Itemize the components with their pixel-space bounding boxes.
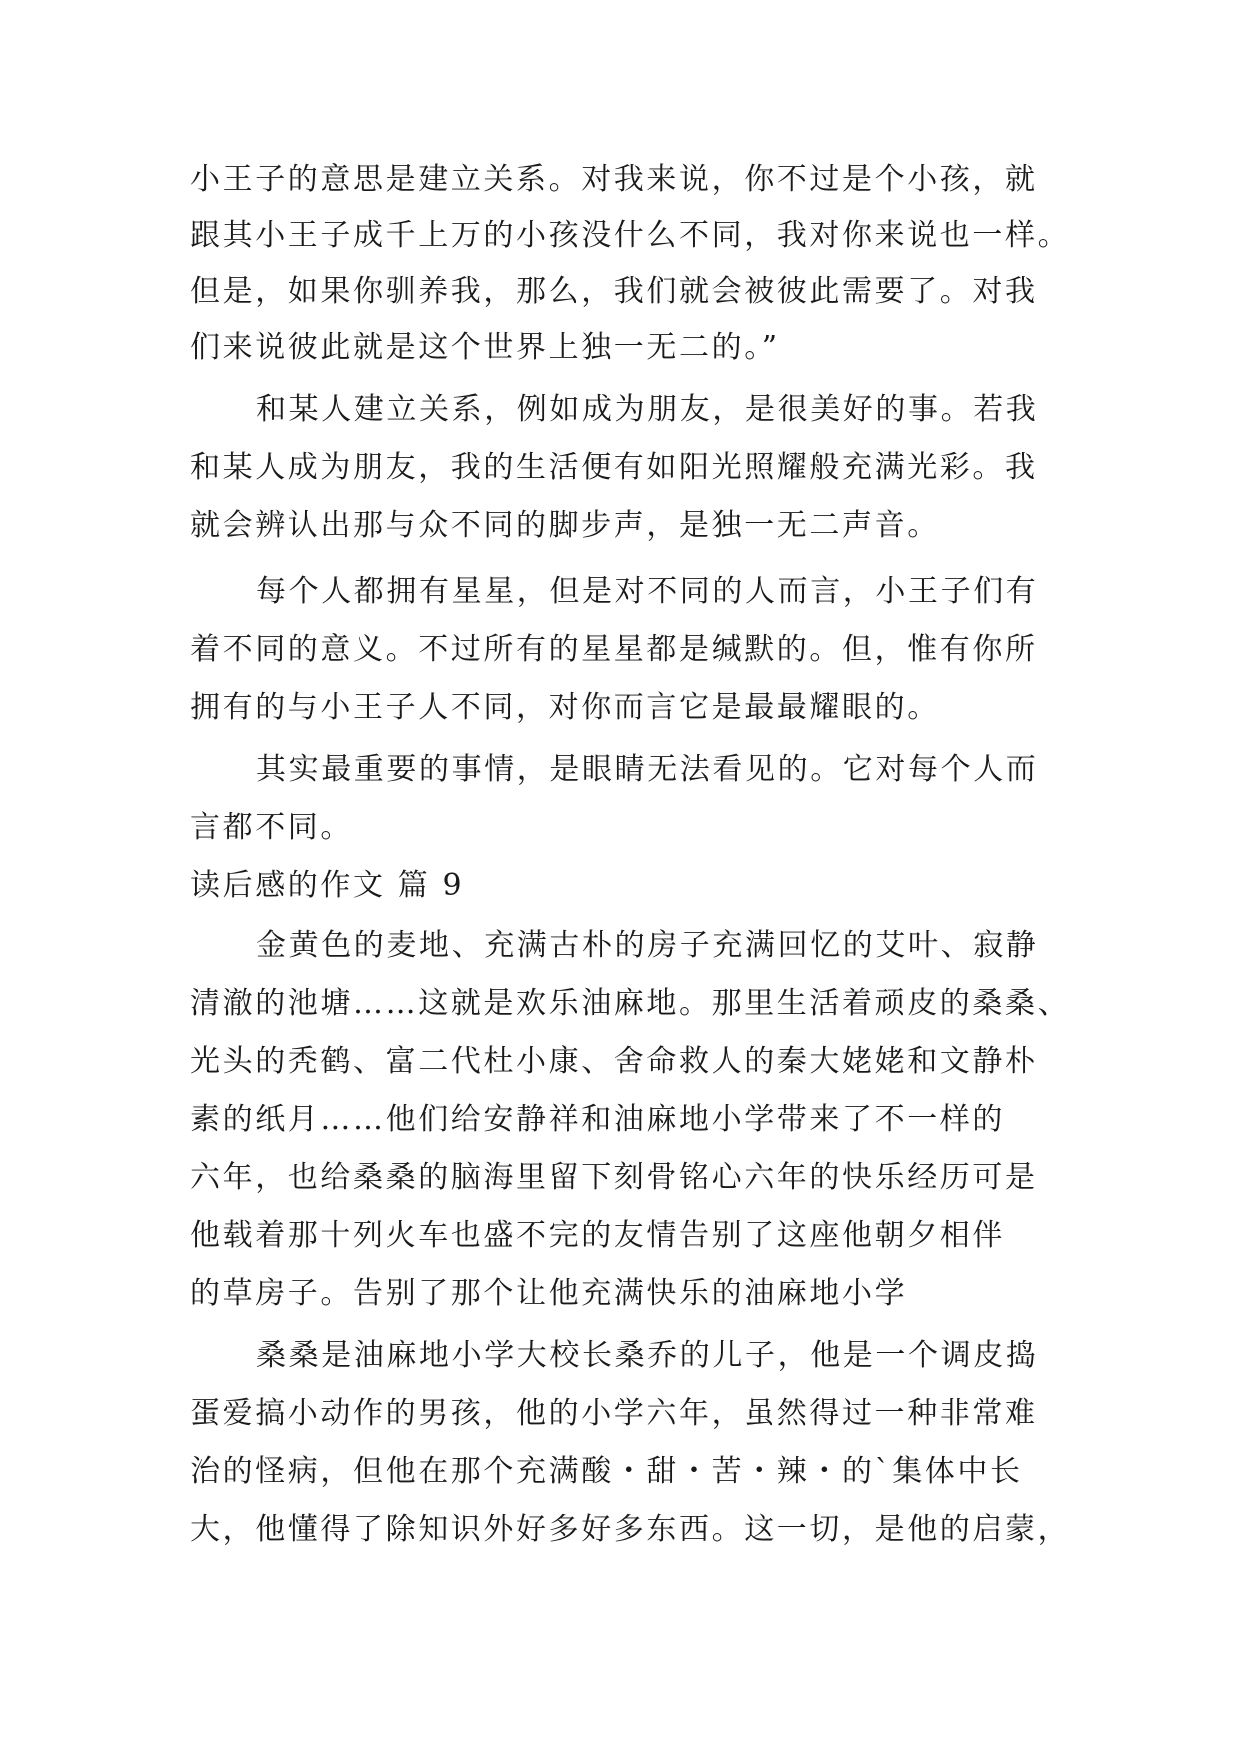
- text-line: 拥有的与小王子人不同，对你而言它是最最耀眼的。: [190, 690, 940, 725]
- text-line: 就会辨认出那与众不同的脚步声，是独一无二声音。: [190, 508, 940, 543]
- text-line: 大，他懂得了除知识外好多好多东西。这一切，是他的启蒙，: [190, 1512, 1071, 1547]
- text-line: 清澈的池塘……这就是欢乐油麻地。那里生活着顽皮的桑桑、: [190, 986, 1071, 1021]
- paragraph-first-line: 每个人都拥有星星，但是对不同的人而言，小王子们有: [256, 574, 1039, 609]
- section-heading: 读后感的作文 篇 9: [190, 868, 465, 903]
- paragraph-first-line: 其实最重要的事情，是眼睛无法看见的。它对每个人而: [256, 752, 1039, 787]
- text-line: 六年，也给桑桑的脑海里留下刻骨铭心六年的快乐经历可是: [190, 1160, 1038, 1195]
- paragraph-first-line: 桑桑是油麻地小学大校长桑乔的儿子，他是一个调皮捣: [256, 1338, 1039, 1373]
- text-line: 言都不同。: [190, 810, 353, 845]
- text-line: 跟其小王子成千上万的小孩没什么不同，我对你来说也一样。: [190, 218, 1071, 253]
- text-line: 素的纸月……他们给安静祥和油麻地小学带来了不一样的: [190, 1102, 1005, 1137]
- text-line: 他载着那十列火车也盛不完的友情告别了这座他朝夕相伴: [190, 1218, 1005, 1253]
- text-line: 的草房子。告别了那个让他充满快乐的油麻地小学: [190, 1276, 908, 1311]
- text-line: 着不同的意义。不过所有的星星都是缄默的。但，惟有你所: [190, 632, 1038, 667]
- text-line: 们来说彼此就是这个世界上独一无二的。”: [190, 330, 780, 365]
- paragraph-first-line: 和某人建立关系，例如成为朋友，是很美好的事。若我: [256, 392, 1039, 427]
- text-line: 蛋爱搞小动作的男孩，他的小学六年，虽然得过一种非常难: [190, 1396, 1038, 1431]
- text-line: 小王子的意思是建立关系。对我来说，你不过是个小孩，就: [190, 162, 1038, 197]
- text-line: 但是，如果你驯养我，那么，我们就会被彼此需要了。对我: [190, 274, 1038, 309]
- text-line: 治的怪病，但他在那个充满酸・甜・苦・辣・的`集体中长: [190, 1454, 1023, 1489]
- text-line: 和某人成为朋友，我的生活便有如阳光照耀般充满光彩。我: [190, 450, 1038, 485]
- paragraph-first-line: 金黄色的麦地、充满古朴的房子充满回忆的艾叶、寂静: [256, 928, 1039, 963]
- text-line: 光头的秃鹤、富二代杜小康、舍命救人的秦大姥姥和文静朴: [190, 1044, 1038, 1079]
